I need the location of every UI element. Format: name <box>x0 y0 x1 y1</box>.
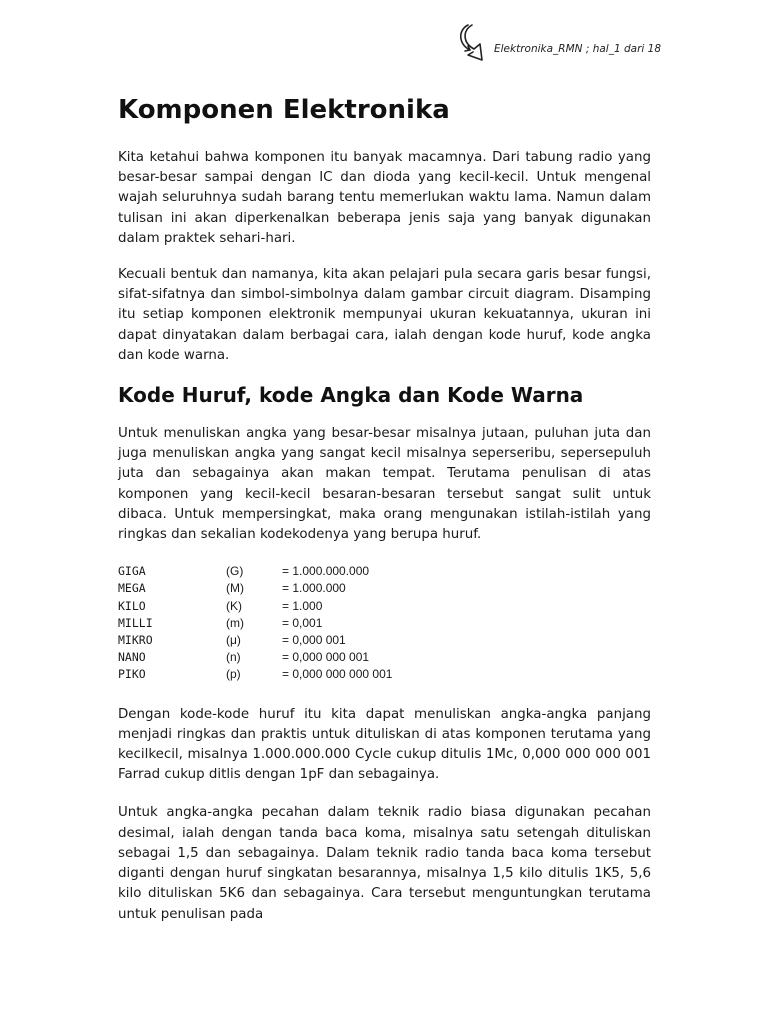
prefix-name: MILLI <box>118 615 153 630</box>
prefix-row <box>118 632 392 649</box>
prefix-table <box>118 563 392 683</box>
prefix-row <box>118 563 392 580</box>
prefix-value: = 0,000 001 <box>282 633 346 648</box>
prefix-name: KILO <box>118 598 146 613</box>
prefix-name: NANO <box>118 650 146 665</box>
prefix-row <box>118 649 392 666</box>
prefix-value: = 0,000 000 000 001 <box>282 667 393 682</box>
prefix-value: = 1.000.000.000 <box>282 564 370 579</box>
intro-paragraph-1: Kita ketahui bahwa komponen itu banyak macamnya. Dari tabung radio yang besar-besar sampai dengan IC dan dioda yang kecil-kecil. Untuk mengenal wajah seluruhnya sudah barang tentu memerlukan waktu lama. Namun dalam tulisan ini akan diperkenalkan beberapa jenis saja yang banyak digunakan dalam praktek sehari-hari. <box>118 150 651 246</box>
prefix-row <box>118 598 392 615</box>
prefix-symbol: (G) <box>226 564 244 579</box>
prefix-symbol: (p) <box>226 667 241 682</box>
prefix-value: = 0,000 000 001 <box>282 650 370 665</box>
document-body <box>118 92 651 925</box>
prefix-row <box>118 615 392 632</box>
section-heading: Kode Huruf, kode Angka dan Kode Warna <box>118 383 584 408</box>
prefix-value: = 1.000 <box>282 598 323 613</box>
after-paragraph-2: Untuk angka-angka pecahan dalam teknik radio biasa digunakan pecahan desimal, ialah dengan tanda baca koma, misalnya satu setengah dituliskan sebagai 1,5 dan sebagainya. Dalam teknik radio tanda baca koma tersebut diganti dengan huruf singkatan besarannya, misalnya 1,5 kilo ditulis 1K5, 5,6 kilo dituliskan 5K6 dan sebagainya. Cara tersebut menguntungkan terutama untuk penulisan pada <box>118 805 651 922</box>
prefix-name: MIKRO <box>118 633 153 648</box>
prefix-symbol: (μ) <box>226 633 241 648</box>
intro-paragraph-2: Kecuali bentuk dan namanya, kita akan pelajari pula secara garis besar fungsi, sifat-sifatnya dan simbol-simbolnya dalam gambar circuit diagram. Disamping itu setiap komponen elektronik mempunyai ukuran kekuatannya, ukuran ini dapat dinyatakan dalam berbagai cara, ialah dengan kode huruf, kode angka dan kode warna. <box>118 267 651 363</box>
prefix-symbol: (m) <box>226 615 244 630</box>
prefix-value: = 1.000.000 <box>282 581 346 596</box>
prefix-symbol: (K) <box>226 598 242 613</box>
prefix-row <box>118 580 392 597</box>
curved-arrow-icon <box>456 22 488 66</box>
prefix-name: GIGA <box>118 564 146 579</box>
prefix-name: MEGA <box>118 581 146 596</box>
after-paragraph-1: Dengan kode-kode huruf itu kita dapat menuliskan angka-angka panjang menjadi ringkas dan praktis untuk dituliskan di atas komponen terutama yang kecilkecil, misalnya 1.000.000.000 Cycle cukup ditulis 1Mc, 0,000 000 000 001 Farrad cukup ditlis dengan 1pF dan sebagainya. <box>118 706 651 783</box>
document-title: Komponen Elektronika <box>118 95 450 125</box>
prefix-row <box>118 666 392 683</box>
page-header <box>456 18 662 68</box>
prefix-value: = 0,001 <box>282 615 323 630</box>
prefix-symbol: (M) <box>226 581 244 596</box>
section-paragraph: Untuk menuliskan angka yang besar-besar misalnya jutaan, puluhan juta dan juga menuliskan angka yang sangat kecil misalnya seperseribu, sepersepuluh juta dan sebagainya akan makan tempat. Terutama penulisan di atas komponen yang kecil-kecil besaran-besaran tersebut sangat sulit untuk dibaca. Untuk mempersingkat, maka orang mengunakan istilah-istilah yang ringkas dan sekalian kodekodenya yang berupa huruf. <box>118 426 651 543</box>
prefix-symbol: (n) <box>226 650 241 665</box>
prefix-name: PIKO <box>118 667 146 682</box>
page-header-text: Elektronika_RMN ; hal_1 dari 18 <box>494 43 662 55</box>
